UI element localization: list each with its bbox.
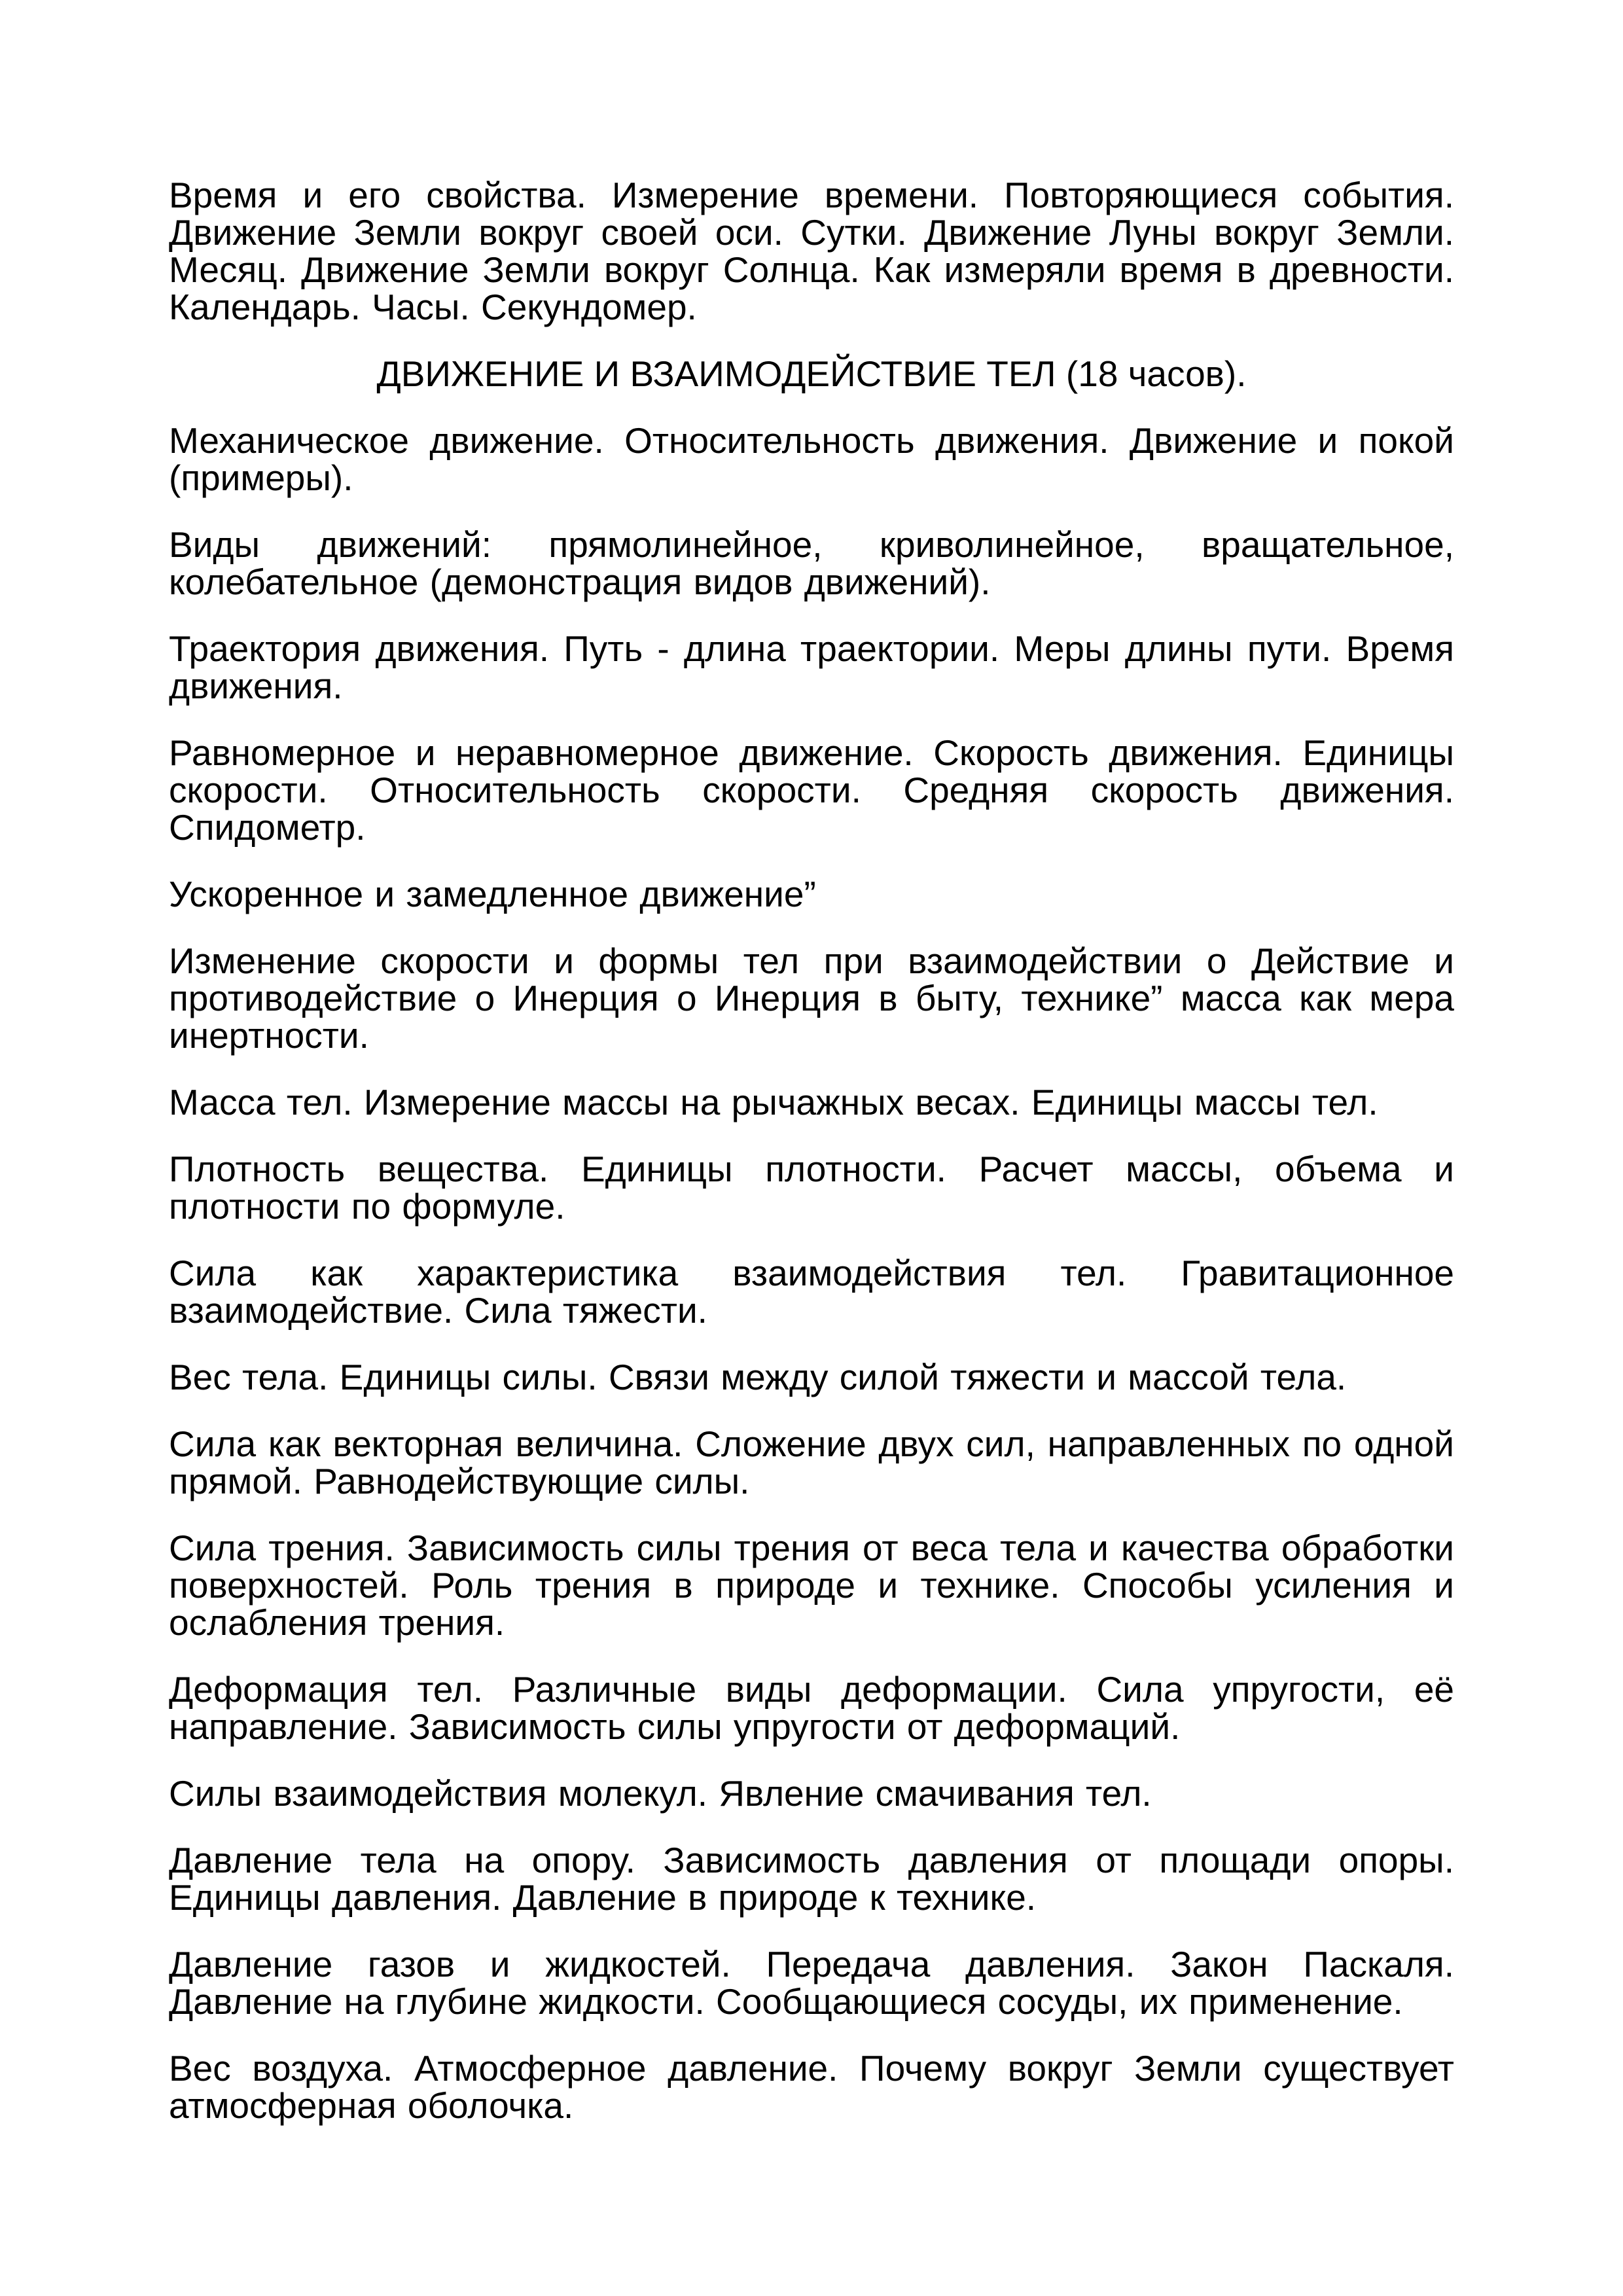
paragraph: Сила трения. Зависимость силы трения от веса тела и качества обработки поверхностей. Роль трения в природе и технике. Способы усиления и ослабления трения.	[169, 1528, 1454, 1643]
paragraph: Масса тел. Измерение массы на рычажных весах. Единицы массы тел.	[169, 1082, 1378, 1122]
paragraph: Траектория движения. Путь - длина траектории. Меры длины пути. Время движения.	[169, 628, 1454, 706]
paragraph: Давление газов и жидкостей. Передача давления. Закон Паскаля. Давление на глубине жидкости. Сообщающиеся сосуды, их применение.	[169, 1944, 1454, 2022]
paragraph: Плотность вещества. Единицы плотности. Расчет массы, объема и плотности по формуле.	[169, 1149, 1454, 1227]
paragraph: Время и его свойства. Измерение времени. Повторяющиеся события. Движение Земли вокруг своей оси. Сутки. Движение Луны вокруг Земли. Месяц. Движение Земли вокруг Солнца. Как измеряли время в древности. Календарь. Часы. Секундомер.	[169, 175, 1454, 327]
intro-paragraphs	[169, 177, 1454, 326]
document-content	[169, 177, 1454, 2125]
section-heading: ДВИЖЕНИЕ И ВЗАИМОДЕЙСТВИЕ ТЕЛ (18 часов).	[376, 353, 1247, 394]
paragraph: Сила как векторная величина. Сложение двух сил, направленных по одной прямой. Равнодействующие силы.	[169, 1424, 1454, 1501]
paragraph: Виды движений: прямолинейное, криволинейное, вращательное, колебательное (демонстрация видов движений).	[169, 524, 1454, 602]
paragraph: Механическое движение. Относительность движения. Движение и покой (примеры).	[169, 420, 1454, 498]
paragraph: Деформация тел. Различные виды деформации. Сила упругости, её направление. Зависимость силы упругости от деформаций.	[169, 1669, 1454, 1747]
paragraph: Вес тела. Единицы силы. Связи между силой тяжести и массой тела.	[169, 1357, 1347, 1397]
paragraph: Сила как характеристика взаимодействия тел. Гравитационное взаимодействие. Сила тяжести.	[169, 1253, 1454, 1331]
paragraph: Равномерное и неравномерное движение. Скорость движения. Единицы скорости. Относительность скорости. Средняя скорость движения. Спидометр.	[169, 732, 1454, 848]
paragraph: Изменение скорости и формы тел при взаимодействии о Действие и противодействие о Инерция о Инерция в быту, технике” масса как мера инертности.	[169, 941, 1454, 1056]
paragraph: Вес воздуха. Атмосферное давление. Почему вокруг Земли существует атмосферная оболочка.	[169, 2048, 1454, 2126]
paragraph: Силы взаимодействия молекул. Явление смачивания тел.	[169, 1773, 1152, 1814]
paragraph: Давление тела на опору. Зависимость давления от площади опоры. Единицы давления. Давление в природе к технике.	[169, 1840, 1454, 1918]
section-paragraphs	[169, 422, 1454, 2125]
paragraph: Ускоренное и замедленное движение”	[169, 874, 816, 914]
